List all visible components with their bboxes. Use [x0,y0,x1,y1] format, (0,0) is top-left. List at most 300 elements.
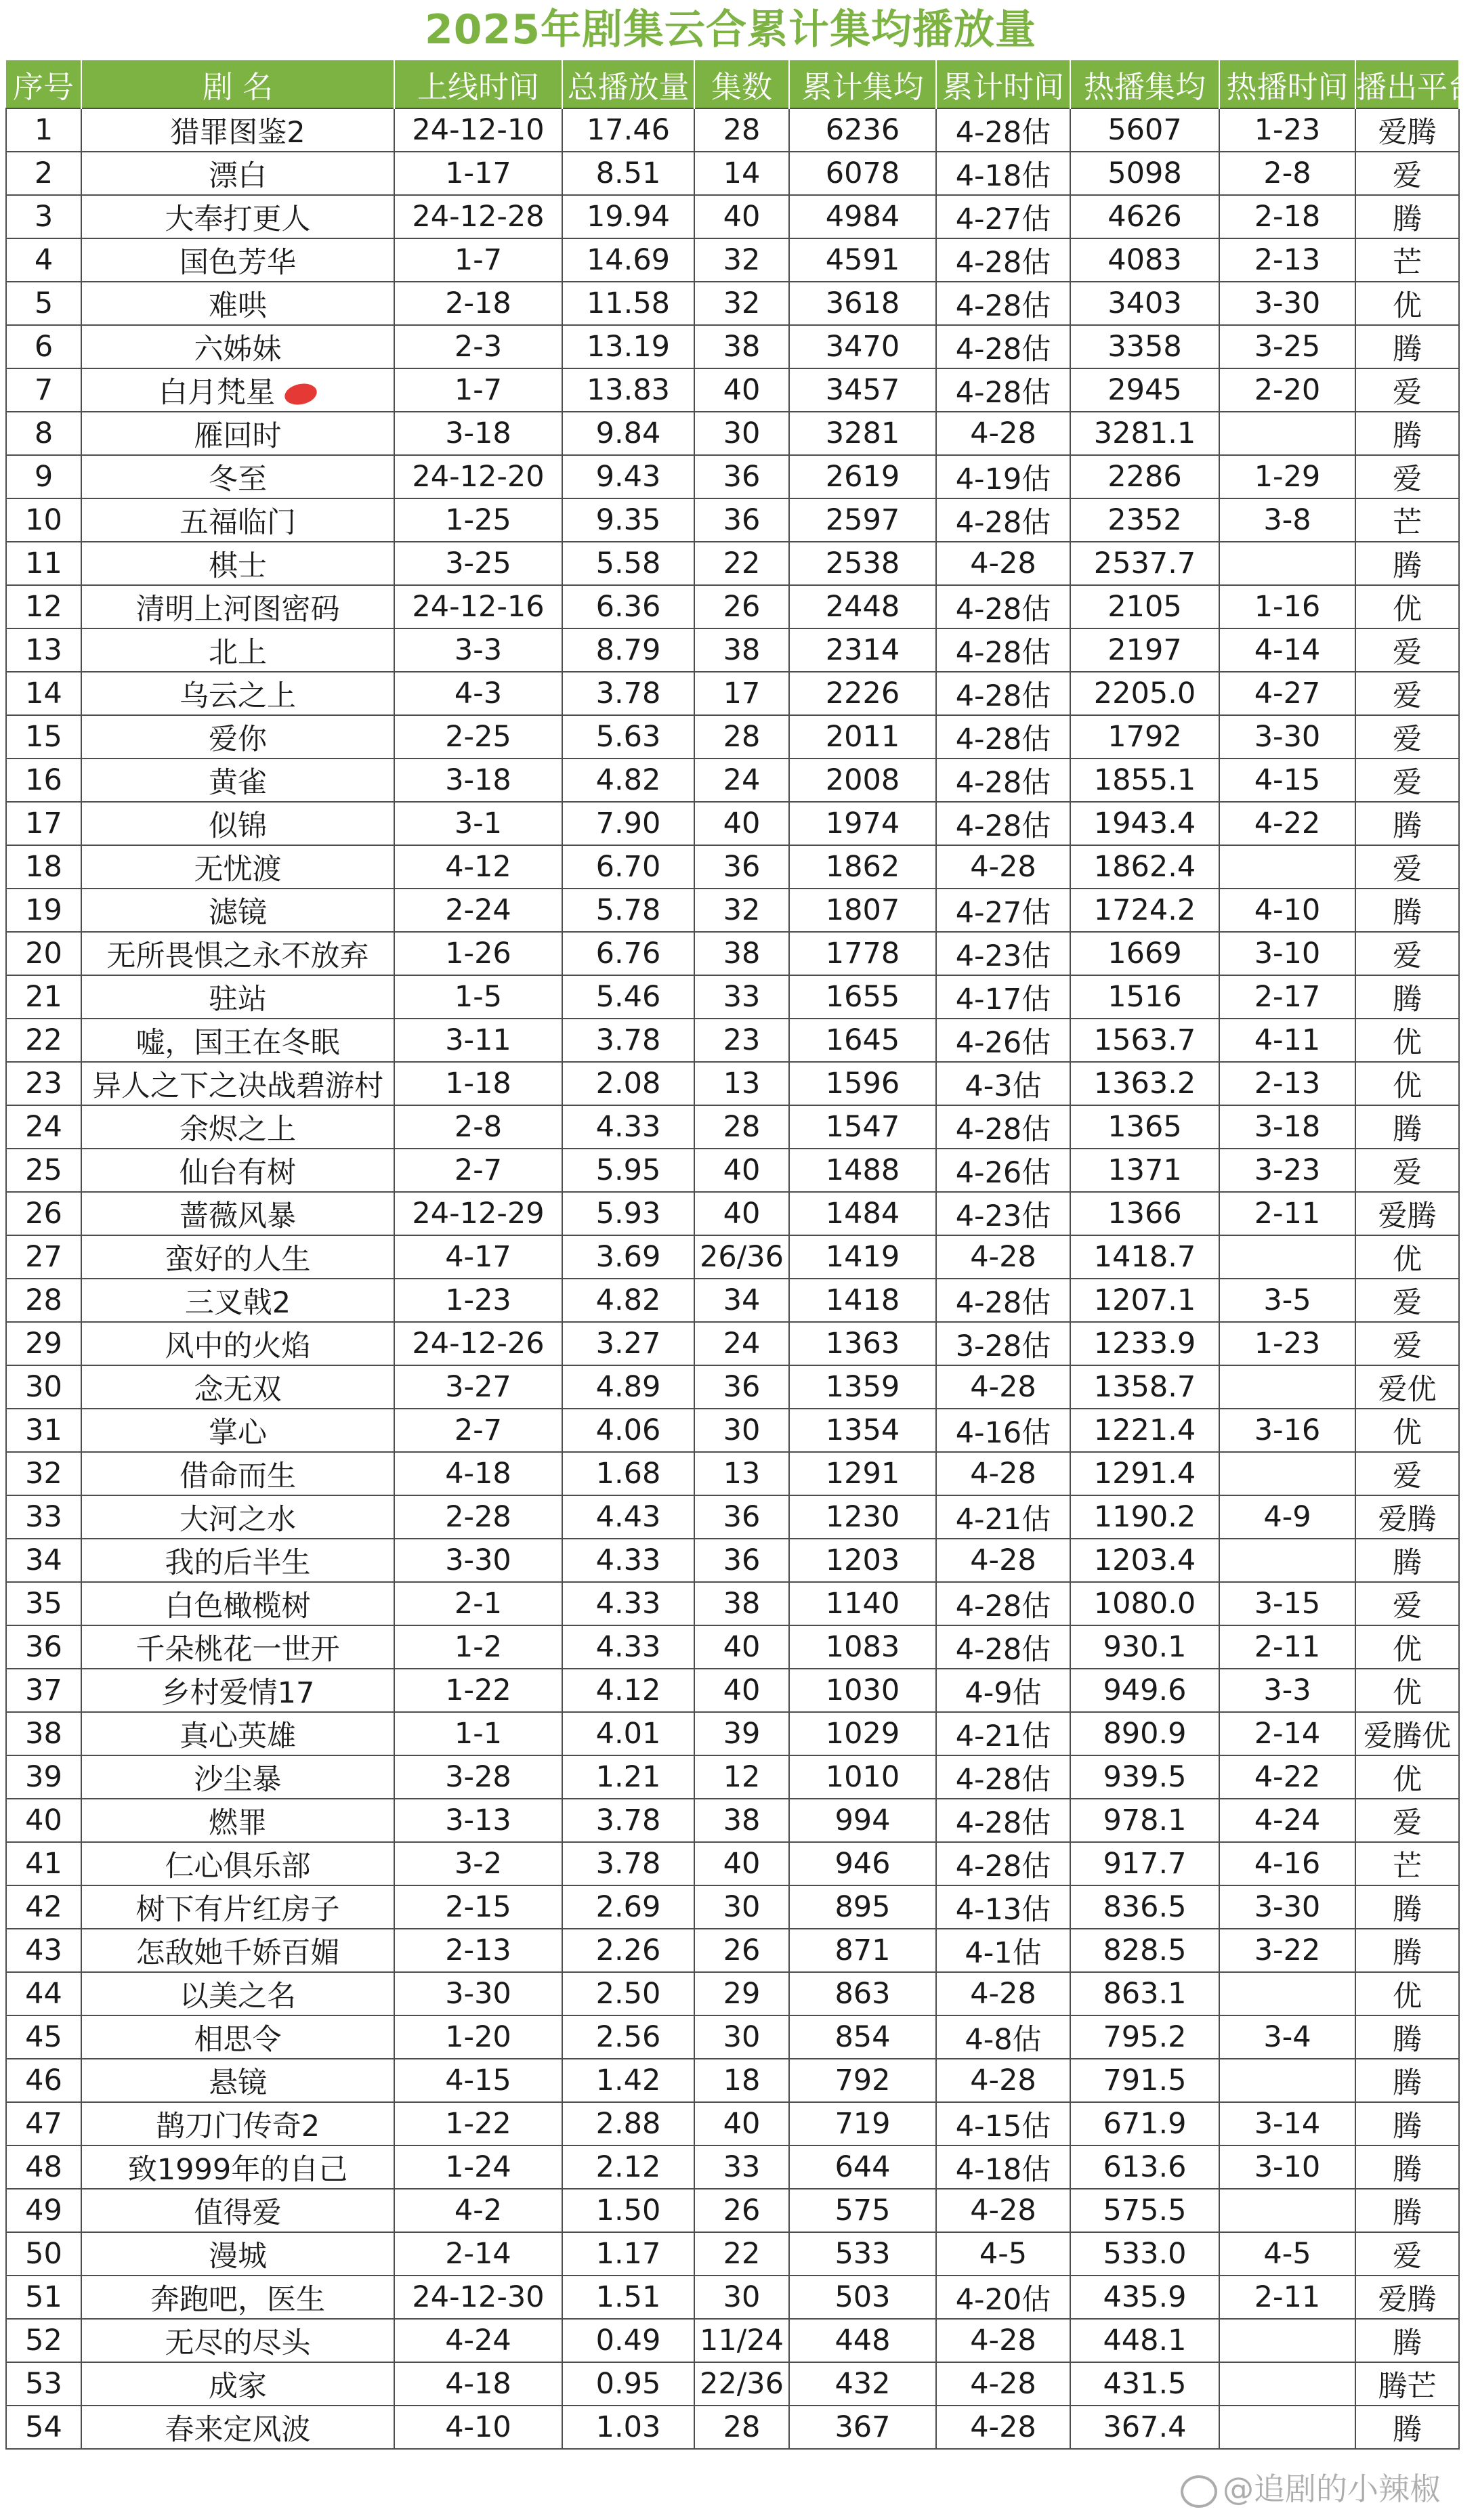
cell-cumulative-time-text: 4-28估 [955,1112,1051,1147]
col-header-total-plays: 总播放量 [562,60,694,108]
cell-total-plays [562,1582,694,1625]
cell-total-plays [562,2362,694,2406]
table-row [6,759,1459,802]
cell-index-text: 48 [25,2150,62,2184]
cell-total-plays [562,1929,694,1972]
cell-peak-avg [1070,1192,1219,1235]
cell-total-plays [562,238,694,282]
cell-total-plays [562,1799,694,1842]
cell-peak-avg-text: 1291.4 [1093,1457,1196,1491]
cell-platform-text: 腾 [1393,202,1422,236]
cell-peak-avg [1070,2102,1219,2145]
cell-total-plays [562,1149,694,1192]
cell-cumulative-avg [789,2015,936,2059]
table-row [6,585,1459,628]
cell-peak-avg-text: 5098 [1107,156,1182,190]
cell-platform [1355,1149,1459,1192]
cell-index-text: 35 [25,1587,62,1621]
cell-total-plays-text: 13.83 [586,373,671,407]
cell-index-text: 13 [25,633,62,667]
cell-cumulative-time [936,498,1070,542]
cell-cumulative-avg-text: 2314 [825,633,900,667]
cell-episodes-text: 28 [723,1110,761,1144]
cell-title-text: 蛮好的人生 [165,1242,311,1277]
cell-index-text: 20 [25,937,62,970]
table-row [6,1365,1459,1409]
cell-release-text: 3-1 [454,807,503,840]
cell-release [394,845,562,889]
cell-peak-avg-text: 917.7 [1103,1847,1187,1881]
cell-cumulative-time [936,1495,1070,1539]
cell-title-text: 乡村爱情17 [161,1675,315,1710]
cell-cumulative-avg-text: 1807 [825,893,900,927]
cell-release [394,2406,562,2449]
cell-cumulative-time [936,1929,1070,1972]
cell-platform-text: 优 [1393,1675,1422,1710]
cell-peak-time [1219,802,1355,845]
cell-cumulative-time [936,1712,1070,1755]
cell-title [81,368,394,412]
cell-index-text: 23 [25,1067,62,1101]
cell-index-text: 47 [25,2107,62,2141]
cell-cumulative-time [936,1582,1070,1625]
cell-peak-time-text: 4-10 [1254,893,1321,927]
table-row [6,542,1459,585]
cell-platform-text: 腾 [1393,332,1422,366]
cell-cumulative-time-text: 4-28估 [955,809,1051,843]
cell-title-text: 风中的火焰 [165,1329,311,1363]
cell-peak-time-text: 3-30 [1254,720,1321,754]
cell-title-text: 春来定风波 [165,2412,311,2447]
cell-release [394,1712,562,1755]
cell-peak-avg-text: 1862.4 [1093,850,1196,884]
cell-index [6,2102,81,2145]
cell-episodes-text: 32 [723,243,761,277]
cell-release [394,1799,562,1842]
cell-release-text: 4-3 [454,677,503,710]
cell-total-plays-text: 6.36 [595,590,661,624]
cell-total-plays [562,672,694,715]
cell-total-plays-text: 1.03 [595,2410,661,2444]
cell-index-text: 53 [25,2367,62,2401]
cell-index [6,368,81,412]
cell-peak-avg-text: 2537.7 [1093,547,1196,580]
cell-release [394,932,562,975]
cell-release [394,672,562,715]
cell-episodes-text: 40 [723,1630,761,1664]
cell-peak-avg [1070,2276,1219,2319]
cell-index [6,2276,81,2319]
cell-cumulative-time-text: 4-27估 [955,202,1051,236]
cell-platform [1355,238,1459,282]
cell-peak-avg-text: 2945 [1107,373,1182,407]
cell-platform-text: 爱 [1393,1589,1422,1623]
cell-cumulative-avg-text: 2226 [825,677,900,710]
cell-peak-avg-text: 930.1 [1103,1630,1187,1664]
cell-platform-text: 爱 [1393,1155,1422,1190]
cell-index [6,1279,81,1322]
cell-platform [1355,1539,1459,1582]
cell-cumulative-time [936,1885,1070,1929]
cell-total-plays [562,325,694,368]
cell-title [81,672,394,715]
cell-title [81,195,394,238]
cell-episodes [694,1582,789,1625]
cell-episodes [694,1062,789,1105]
cell-platform-text: 优 [1393,1069,1422,1103]
cell-cumulative-time [936,845,1070,889]
cell-cumulative-time [936,1409,1070,1452]
cell-title [81,932,394,975]
cell-platform-text: 优 [1393,1979,1422,2013]
cell-index [6,108,81,152]
cell-platform [1355,2059,1459,2102]
cell-peak-avg [1070,542,1219,585]
col-header-index: 序号 [6,60,81,108]
cell-peak-time [1219,1712,1355,1755]
cell-index [6,1885,81,1929]
cell-cumulative-avg-text: 1291 [825,1457,900,1491]
table-row [6,2406,1459,2449]
cell-release-text: 4-10 [445,2410,511,2444]
cell-release-text: 3-25 [445,547,511,580]
cell-release-text: 3-18 [445,763,511,797]
cell-platform-text: 爱 [1393,1329,1422,1363]
cell-cumulative-avg-text: 1010 [825,1760,900,1794]
cell-peak-time-text: 2-13 [1254,243,1321,277]
cell-index [6,412,81,455]
cell-cumulative-time-text: 4-20估 [955,2282,1051,2317]
cell-episodes-text: 38 [723,1803,761,1837]
cell-peak-avg [1070,2232,1219,2276]
cell-release [394,585,562,628]
cell-release [394,1279,562,1322]
cell-platform [1355,2276,1459,2319]
cell-platform-text: 爱 [1393,1285,1422,1320]
cell-total-plays [562,1322,694,1365]
cell-episodes-text: 28 [723,113,761,147]
cell-title-text: 燃罪 [209,1806,267,1840]
cell-episodes-text: 28 [723,720,761,754]
col-header-platform: 播出平台 [1355,60,1459,108]
cell-platform [1355,2406,1459,2449]
cell-peak-avg [1070,152,1219,195]
cell-release [394,1669,562,1712]
cell-title [81,2319,394,2362]
col-header-cumulative-time: 累计时间 [936,60,1070,108]
cell-title-text: 蔷薇风暴 [180,1199,296,1233]
cell-index-text: 40 [25,1803,62,1837]
cell-cumulative-time [936,1105,1070,1149]
cell-peak-time-text: 4-11 [1254,1023,1321,1057]
cell-index [6,585,81,628]
cell-platform [1355,1495,1459,1539]
cell-cumulative-time-text: 4-23估 [955,939,1051,973]
cell-cumulative-avg-text: 644 [835,2150,891,2184]
cell-episodes-text: 36 [723,1500,761,1534]
cell-episodes [694,1322,789,1365]
cell-title-text: 六姊妹 [194,332,282,366]
cell-peak-time [1219,108,1355,152]
cell-title [81,1582,394,1625]
cell-peak-avg [1070,1235,1219,1279]
cell-peak-avg [1070,2059,1219,2102]
cell-peak-time-text: 2-11 [1254,1197,1321,1231]
cell-title-text: 真心英雄 [180,1719,296,1753]
col-header-episodes: 集数 [694,60,789,108]
cell-peak-avg [1070,1929,1219,1972]
cell-peak-time [1219,2015,1355,2059]
cell-peak-avg-text: 431.5 [1103,2367,1187,2401]
cell-cumulative-time [936,1365,1070,1409]
cell-platform-text: 爱 [1393,852,1422,887]
cell-title-text: 嘘，国王在冬眠 [135,1025,340,1060]
cell-peak-time-text: 4-27 [1254,677,1321,710]
cell-cumulative-avg-text: 432 [835,2367,891,2401]
cell-platform [1355,1669,1459,1712]
cell-cumulative-time [936,1019,1070,1062]
cell-cumulative-time-text: 4-28估 [955,245,1051,280]
cell-title-text: 无尽的尽头 [165,2326,311,2360]
cell-cumulative-avg [789,2059,936,2102]
cell-peak-avg [1070,845,1219,889]
cell-release [394,2015,562,2059]
cell-title [81,1885,394,1929]
cell-platform [1355,455,1459,498]
cell-total-plays [562,1192,694,1235]
col-header-release: 上线时间 [394,60,562,108]
cell-peak-time [1219,1235,1355,1279]
cell-release-text: 3-27 [445,1370,511,1404]
table-row [6,368,1459,412]
cell-peak-time-text: 3-22 [1254,1934,1321,1967]
cell-cumulative-time [936,975,1070,1019]
cell-episodes-text: 26 [723,1934,761,1967]
cell-cumulative-time [936,1669,1070,1712]
cell-cumulative-time [936,1539,1070,1582]
cell-cumulative-avg [789,1929,936,1972]
cell-peak-avg-text: 2205.0 [1093,677,1196,710]
cell-release-text: 1-22 [445,2107,511,2141]
cell-episodes [694,2232,789,2276]
cell-release-text: 24-12-30 [412,2280,545,2314]
table-row [6,1755,1459,1799]
cell-cumulative-avg [789,975,936,1019]
data-table [5,60,1478,2450]
cell-index [6,152,81,195]
cell-cumulative-avg-text: 2538 [825,547,900,580]
cell-title-text: 异人之下之决战碧游村 [92,1069,383,1103]
cell-index-text: 36 [25,1630,62,1664]
cell-cumulative-avg [789,932,936,975]
cell-title [81,1365,394,1409]
cell-total-plays [562,802,694,845]
cell-release-text: 3-2 [454,1847,503,1881]
cell-peak-avg-text: 2352 [1107,503,1182,537]
col-header-cumulative-avg: 累计集均 [789,60,936,108]
cell-cumulative-avg-text: 4591 [825,243,900,277]
cell-peak-time [1219,498,1355,542]
cell-peak-avg-text: 1190.2 [1093,1500,1196,1534]
cell-platform-text: 芒 [1393,1849,1422,1883]
cell-peak-time [1219,585,1355,628]
cell-total-plays-text: 2.08 [595,1067,661,1101]
table-row [6,1712,1459,1755]
cell-title-text: 悬镜 [209,2066,267,2100]
cell-total-plays [562,628,694,672]
cell-title-text: 白色橄榄树 [165,1589,311,1623]
cell-index [6,2319,81,2362]
cell-cumulative-avg [789,195,936,238]
cell-cumulative-time [936,2059,1070,2102]
cell-total-plays-text: 13.19 [586,330,671,364]
cell-cumulative-time-text: 4-18估 [955,158,1051,193]
cell-total-plays-text: 3.78 [595,1023,661,1057]
cell-cumulative-time-text: 4-26估 [955,1025,1051,1060]
table-row [6,2319,1459,2362]
cell-peak-avg [1070,1452,1219,1495]
cell-title [81,1799,394,1842]
cell-peak-avg-text: 1363.2 [1093,1067,1196,1101]
cell-cumulative-time-text: 4-28估 [955,375,1051,410]
cell-title [81,1755,394,1799]
cell-title-text: 我的后半生 [165,1545,311,1580]
cell-episodes [694,152,789,195]
cell-cumulative-avg [789,1495,936,1539]
cell-peak-avg [1070,1625,1219,1669]
cell-total-plays-text: 3.78 [595,1803,661,1837]
cell-peak-avg [1070,238,1219,282]
cell-episodes-text: 32 [723,893,761,927]
cell-peak-avg-text: 448.1 [1103,2324,1187,2357]
cell-episodes [694,628,789,672]
cell-index-text: 22 [25,1023,62,1057]
cell-cumulative-time [936,889,1070,932]
cell-index [6,542,81,585]
cell-total-plays-text: 11.58 [586,286,671,320]
cell-total-plays-text: 8.79 [595,633,661,667]
cell-peak-avg [1070,1279,1219,1322]
cell-index-text: 6 [34,330,54,364]
cell-release-text: 1-24 [445,2150,511,2184]
cell-release-text: 24-12-26 [412,1327,545,1361]
cell-release [394,542,562,585]
cell-cumulative-avg [789,2232,936,2276]
cell-episodes [694,2319,789,2362]
cell-episodes-text: 36 [723,850,761,884]
cell-cumulative-time-text: 4-18估 [955,2152,1051,2187]
cell-cumulative-time [936,802,1070,845]
table-row [6,412,1459,455]
cell-peak-avg-text: 3358 [1107,330,1182,364]
table-row [6,932,1459,975]
cell-index-text: 18 [25,850,62,884]
cell-peak-avg [1070,759,1219,802]
cell-cumulative-time [936,282,1070,325]
cell-episodes [694,1972,789,2015]
cell-peak-avg [1070,2189,1219,2232]
cell-release [394,1929,562,1972]
cell-index-text: 16 [25,763,62,797]
cell-platform-text: 优 [1393,592,1422,626]
cell-release [394,1062,562,1105]
cell-cumulative-time [936,108,1070,152]
cell-cumulative-time [936,1235,1070,1279]
cell-release [394,1192,562,1235]
cell-peak-time [1219,1279,1355,1322]
cell-title-text: 大河之水 [180,1502,296,1537]
cell-peak-avg [1070,1755,1219,1799]
cell-release-text: 3-3 [454,633,503,667]
cell-peak-avg-text: 1366 [1107,1197,1182,1231]
cell-platform-text: 腾 [1393,895,1422,930]
cell-peak-avg [1070,195,1219,238]
cell-release [394,802,562,845]
cell-peak-avg-text: 1203.4 [1093,1543,1196,1577]
cell-peak-avg [1070,932,1219,975]
cell-index [6,1929,81,1972]
cell-episodes [694,2102,789,2145]
table-row [6,1322,1459,1365]
cell-release-text: 24-12-16 [412,590,545,624]
cell-cumulative-avg [789,2406,936,2449]
cell-episodes [694,325,789,368]
cell-cumulative-avg-text: 1488 [825,1153,900,1187]
cell-episodes-text: 30 [723,1890,761,1924]
cell-platform-text: 爱腾 [1378,2282,1437,2317]
cell-episodes-text: 29 [723,1977,761,2011]
cell-peak-avg [1070,455,1219,498]
cell-total-plays [562,2406,694,2449]
cell-cumulative-time-text: 4-28估 [955,1589,1051,1623]
cell-peak-avg-text: 575.5 [1103,2194,1187,2227]
table-row [6,845,1459,889]
cell-cumulative-time [936,1322,1070,1365]
table-row [6,2102,1459,2145]
cell-episodes [694,932,789,975]
cell-peak-time-text: 3-4 [1263,2020,1311,2054]
cell-cumulative-avg [789,238,936,282]
cell-total-plays [562,1062,694,1105]
table-row [6,1669,1459,1712]
cell-title-text: 雁回时 [194,419,282,453]
cell-cumulative-avg [789,2189,936,2232]
cell-cumulative-avg-text: 792 [835,2064,891,2097]
cell-title-text: 滤镜 [209,895,267,930]
cell-episodes-text: 36 [723,1543,761,1577]
cell-episodes-text: 30 [723,2020,761,2054]
cell-index-text: 24 [25,1110,62,1144]
cell-cumulative-avg-text: 4984 [825,200,900,234]
cell-platform-text: 腾 [1393,982,1422,1017]
cell-peak-time-text: 4-5 [1263,2237,1311,2271]
cell-peak-avg [1070,802,1219,845]
cell-index-text: 3 [34,200,54,234]
cell-peak-time-text: 3-3 [1263,1673,1311,1707]
cell-total-plays [562,1972,694,2015]
cell-release [394,1019,562,1062]
cell-release-text: 2-25 [445,720,511,754]
cell-release-text: 1-1 [454,1717,503,1751]
table-row [6,1019,1459,1062]
cell-peak-avg [1070,2406,1219,2449]
cell-cumulative-avg-text: 871 [835,1934,891,1967]
cell-platform [1355,1625,1459,1669]
cell-episodes [694,1755,789,1799]
cell-peak-time [1219,1149,1355,1192]
cell-title-text: 值得爱 [194,2196,282,2230]
cell-total-plays-text: 1.42 [595,2064,661,2097]
